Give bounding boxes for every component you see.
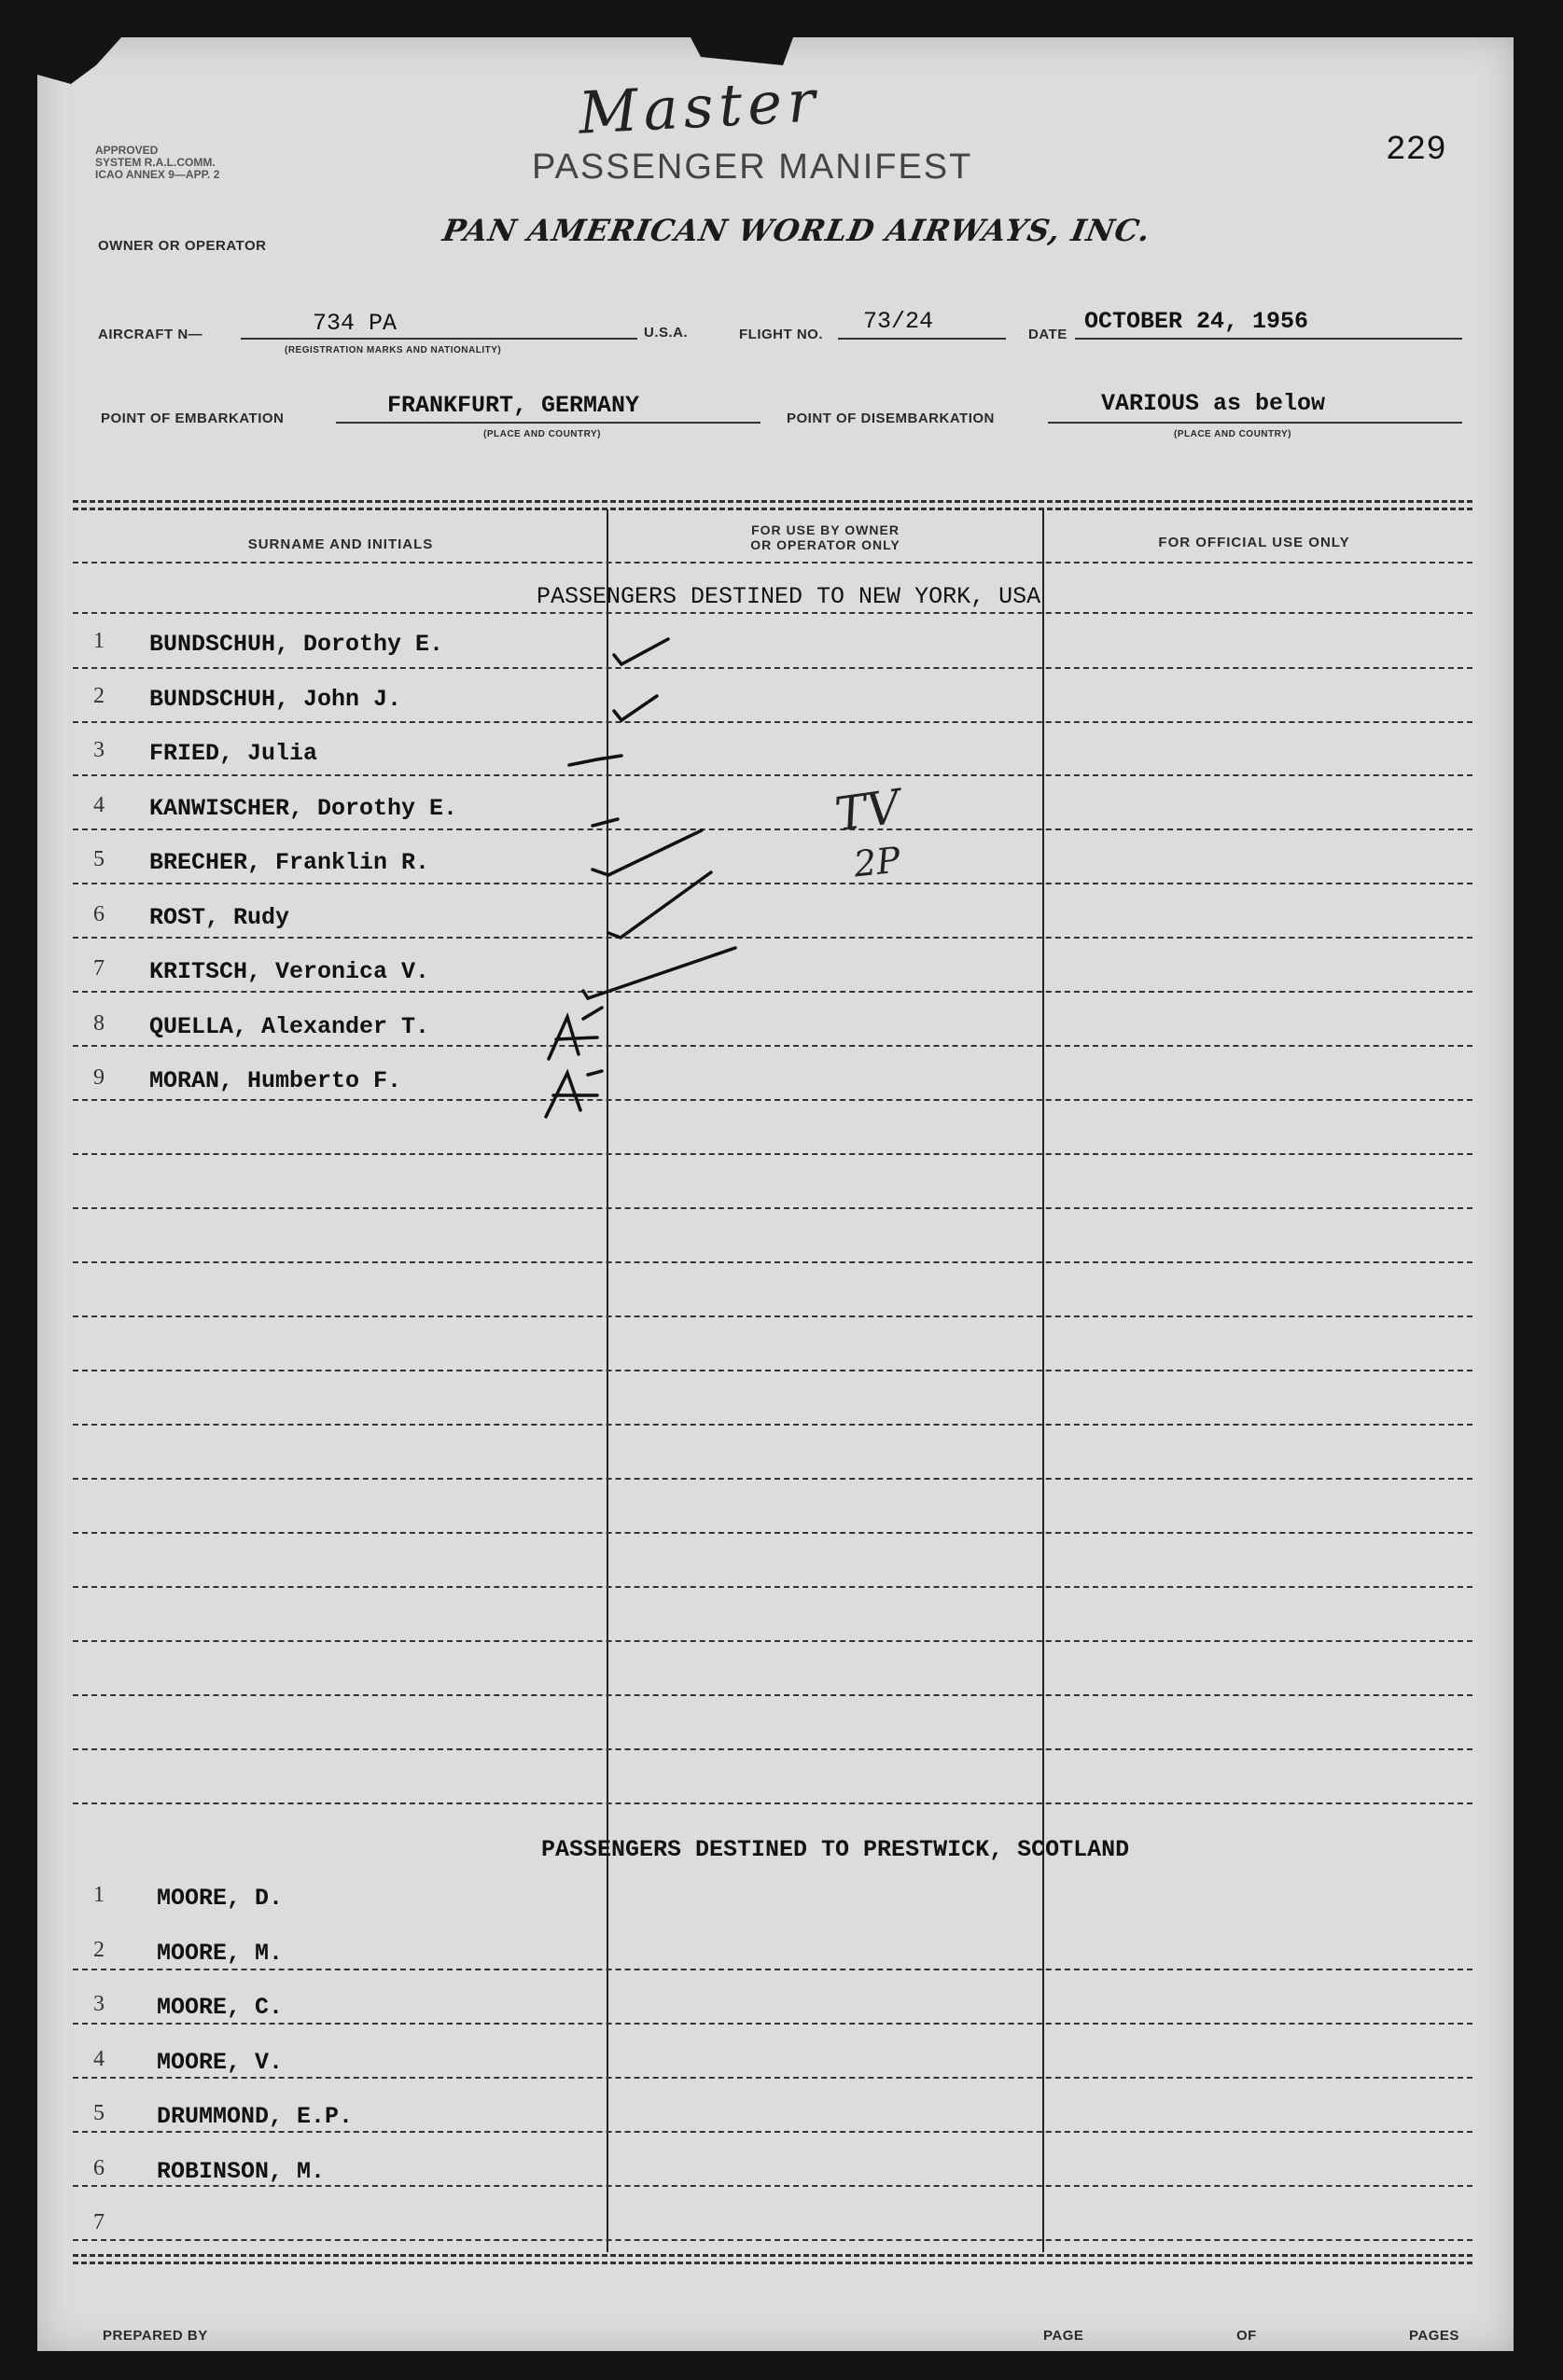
check-marks — [37, 37, 1514, 2351]
flight-no-label: FLIGHT NO. — [739, 327, 823, 342]
table-bottom-rule-1 — [73, 2254, 1472, 2257]
page-title: PASSENGER MANIFEST — [532, 147, 973, 187]
passenger-name: KANWISCHER, Dorothy E. — [149, 794, 458, 822]
group-heading-new-york: PASSENGERS DESTINED TO NEW YORK, USA — [537, 583, 1041, 610]
aircraft-label: AIRCRAFT N— — [98, 327, 203, 342]
passenger-number: 4 — [93, 2046, 105, 2071]
passenger-name: MOORE, D. — [157, 1885, 284, 1912]
passenger-number: 2 — [93, 683, 105, 708]
passenger-number: 5 — [93, 2101, 105, 2125]
passenger-name: MOORE, V. — [157, 2048, 284, 2076]
passenger-name: MOORE, M. — [157, 1939, 284, 1967]
passenger-number: 1 — [93, 1883, 105, 1907]
passenger-number: 6 — [93, 2155, 105, 2180]
disembarkation-caption: (PLACE AND COUNTRY) — [1174, 429, 1291, 439]
aircraft-value: 734 PA — [313, 310, 398, 337]
check-mark-6 — [608, 872, 711, 938]
check-mark-4 — [593, 819, 618, 826]
country-label: U.S.A. — [644, 325, 689, 341]
check-mark-7 — [583, 948, 735, 998]
check-marks-group — [546, 639, 735, 1117]
approval-line-2: SYSTEM R.A.L.COMM. — [95, 156, 216, 169]
passenger-number: 2 — [93, 1937, 105, 1962]
check-mark-1 — [614, 639, 668, 664]
passenger-name: BUNDSCHUH, Dorothy E. — [149, 631, 444, 658]
passenger-number: 6 — [93, 901, 105, 926]
owner-column-note-1: TV — [831, 779, 904, 842]
owner-column-note-2: 2P — [851, 839, 902, 885]
table-bottom-rule-2 — [73, 2262, 1472, 2264]
disembarkation-label: POINT OF DISEMBARKATION — [787, 411, 995, 426]
flight-no-value: 73/24 — [863, 308, 934, 335]
embarkation-label: POINT OF EMBARKATION — [101, 411, 285, 426]
passenger-number: 3 — [93, 738, 105, 762]
passenger-number: 5 — [93, 847, 105, 871]
passenger-number: 3 — [93, 1992, 105, 2016]
aircraft-caption: (REGISTRATION MARKS AND NATIONALITY) — [285, 345, 502, 355]
column-header-official: FOR OFFICIAL USE ONLY — [1158, 535, 1350, 550]
passenger-number: 7 — [93, 956, 105, 981]
date-value: OCTOBER 24, 1956 — [1084, 308, 1309, 335]
embarkation-value: FRANKFURT, GERMANY — [387, 392, 640, 419]
pages-label: PAGES — [1409, 2328, 1459, 2344]
column-header-owner-line-1: FOR USE BY OWNER — [751, 522, 900, 537]
initial-mark-8 — [549, 1008, 602, 1059]
date-label: DATE — [1028, 327, 1068, 342]
initial-mark-9 — [546, 1071, 602, 1117]
passenger-number: 4 — [93, 792, 105, 817]
passenger-number: 1 — [93, 629, 105, 653]
passenger-number: 9 — [93, 1065, 105, 1090]
column-header-names: SURNAME AND INITIALS — [247, 536, 434, 552]
check-mark-2 — [614, 696, 657, 720]
passenger-name: MORAN, Humberto F. — [149, 1067, 402, 1094]
handwritten-annotation: Master — [577, 66, 823, 147]
page-label: PAGE — [1043, 2328, 1084, 2344]
owner-label: OWNER OR OPERATOR — [98, 238, 267, 254]
group-heading-prestwick: PASSENGERS DESTINED TO PRESTWICK, SCOTLAND — [541, 1836, 1130, 1863]
disembarkation-value: VARIOUS as below — [1101, 390, 1326, 417]
passenger-name: BUNDSCHUH, John J. — [149, 685, 402, 713]
embarkation-caption: (PLACE AND COUNTRY) — [483, 429, 601, 439]
passenger-name: BRECHER, Franklin R. — [149, 849, 430, 876]
column-header-owner-line-2: OR OPERATOR ONLY — [750, 537, 900, 552]
passenger-number: 8 — [93, 1010, 105, 1036]
check-mark-3 — [569, 756, 621, 765]
passenger-name: KRITSCH, Veronica V. — [149, 958, 430, 985]
check-mark-5 — [593, 830, 702, 875]
passenger-name: DRUMMOND, E.P. — [157, 2103, 354, 2130]
passenger-number: 7 — [93, 2210, 105, 2234]
passenger-name: QUELLA, Alexander T. — [149, 1012, 430, 1040]
passenger-name: FRIED, Julia — [149, 740, 318, 767]
prepared-by-label: PREPARED BY — [103, 2328, 208, 2344]
passenger-name: ROBINSON, M. — [157, 2157, 326, 2185]
manifest-sheet — [37, 37, 1514, 2351]
owner-value: PAN AMERICAN WORLD AIRWAYS, INC. — [440, 213, 1154, 248]
page-number: 229 — [1386, 131, 1446, 169]
of-label: OF — [1236, 2328, 1257, 2344]
passenger-name: MOORE, C. — [157, 1994, 284, 2021]
passenger-name: ROST, Rudy — [149, 903, 290, 931]
approval-line-3: ICAO ANNEX 9—APP. 2 — [95, 168, 220, 181]
approval-line-1: APPROVED — [95, 144, 159, 157]
